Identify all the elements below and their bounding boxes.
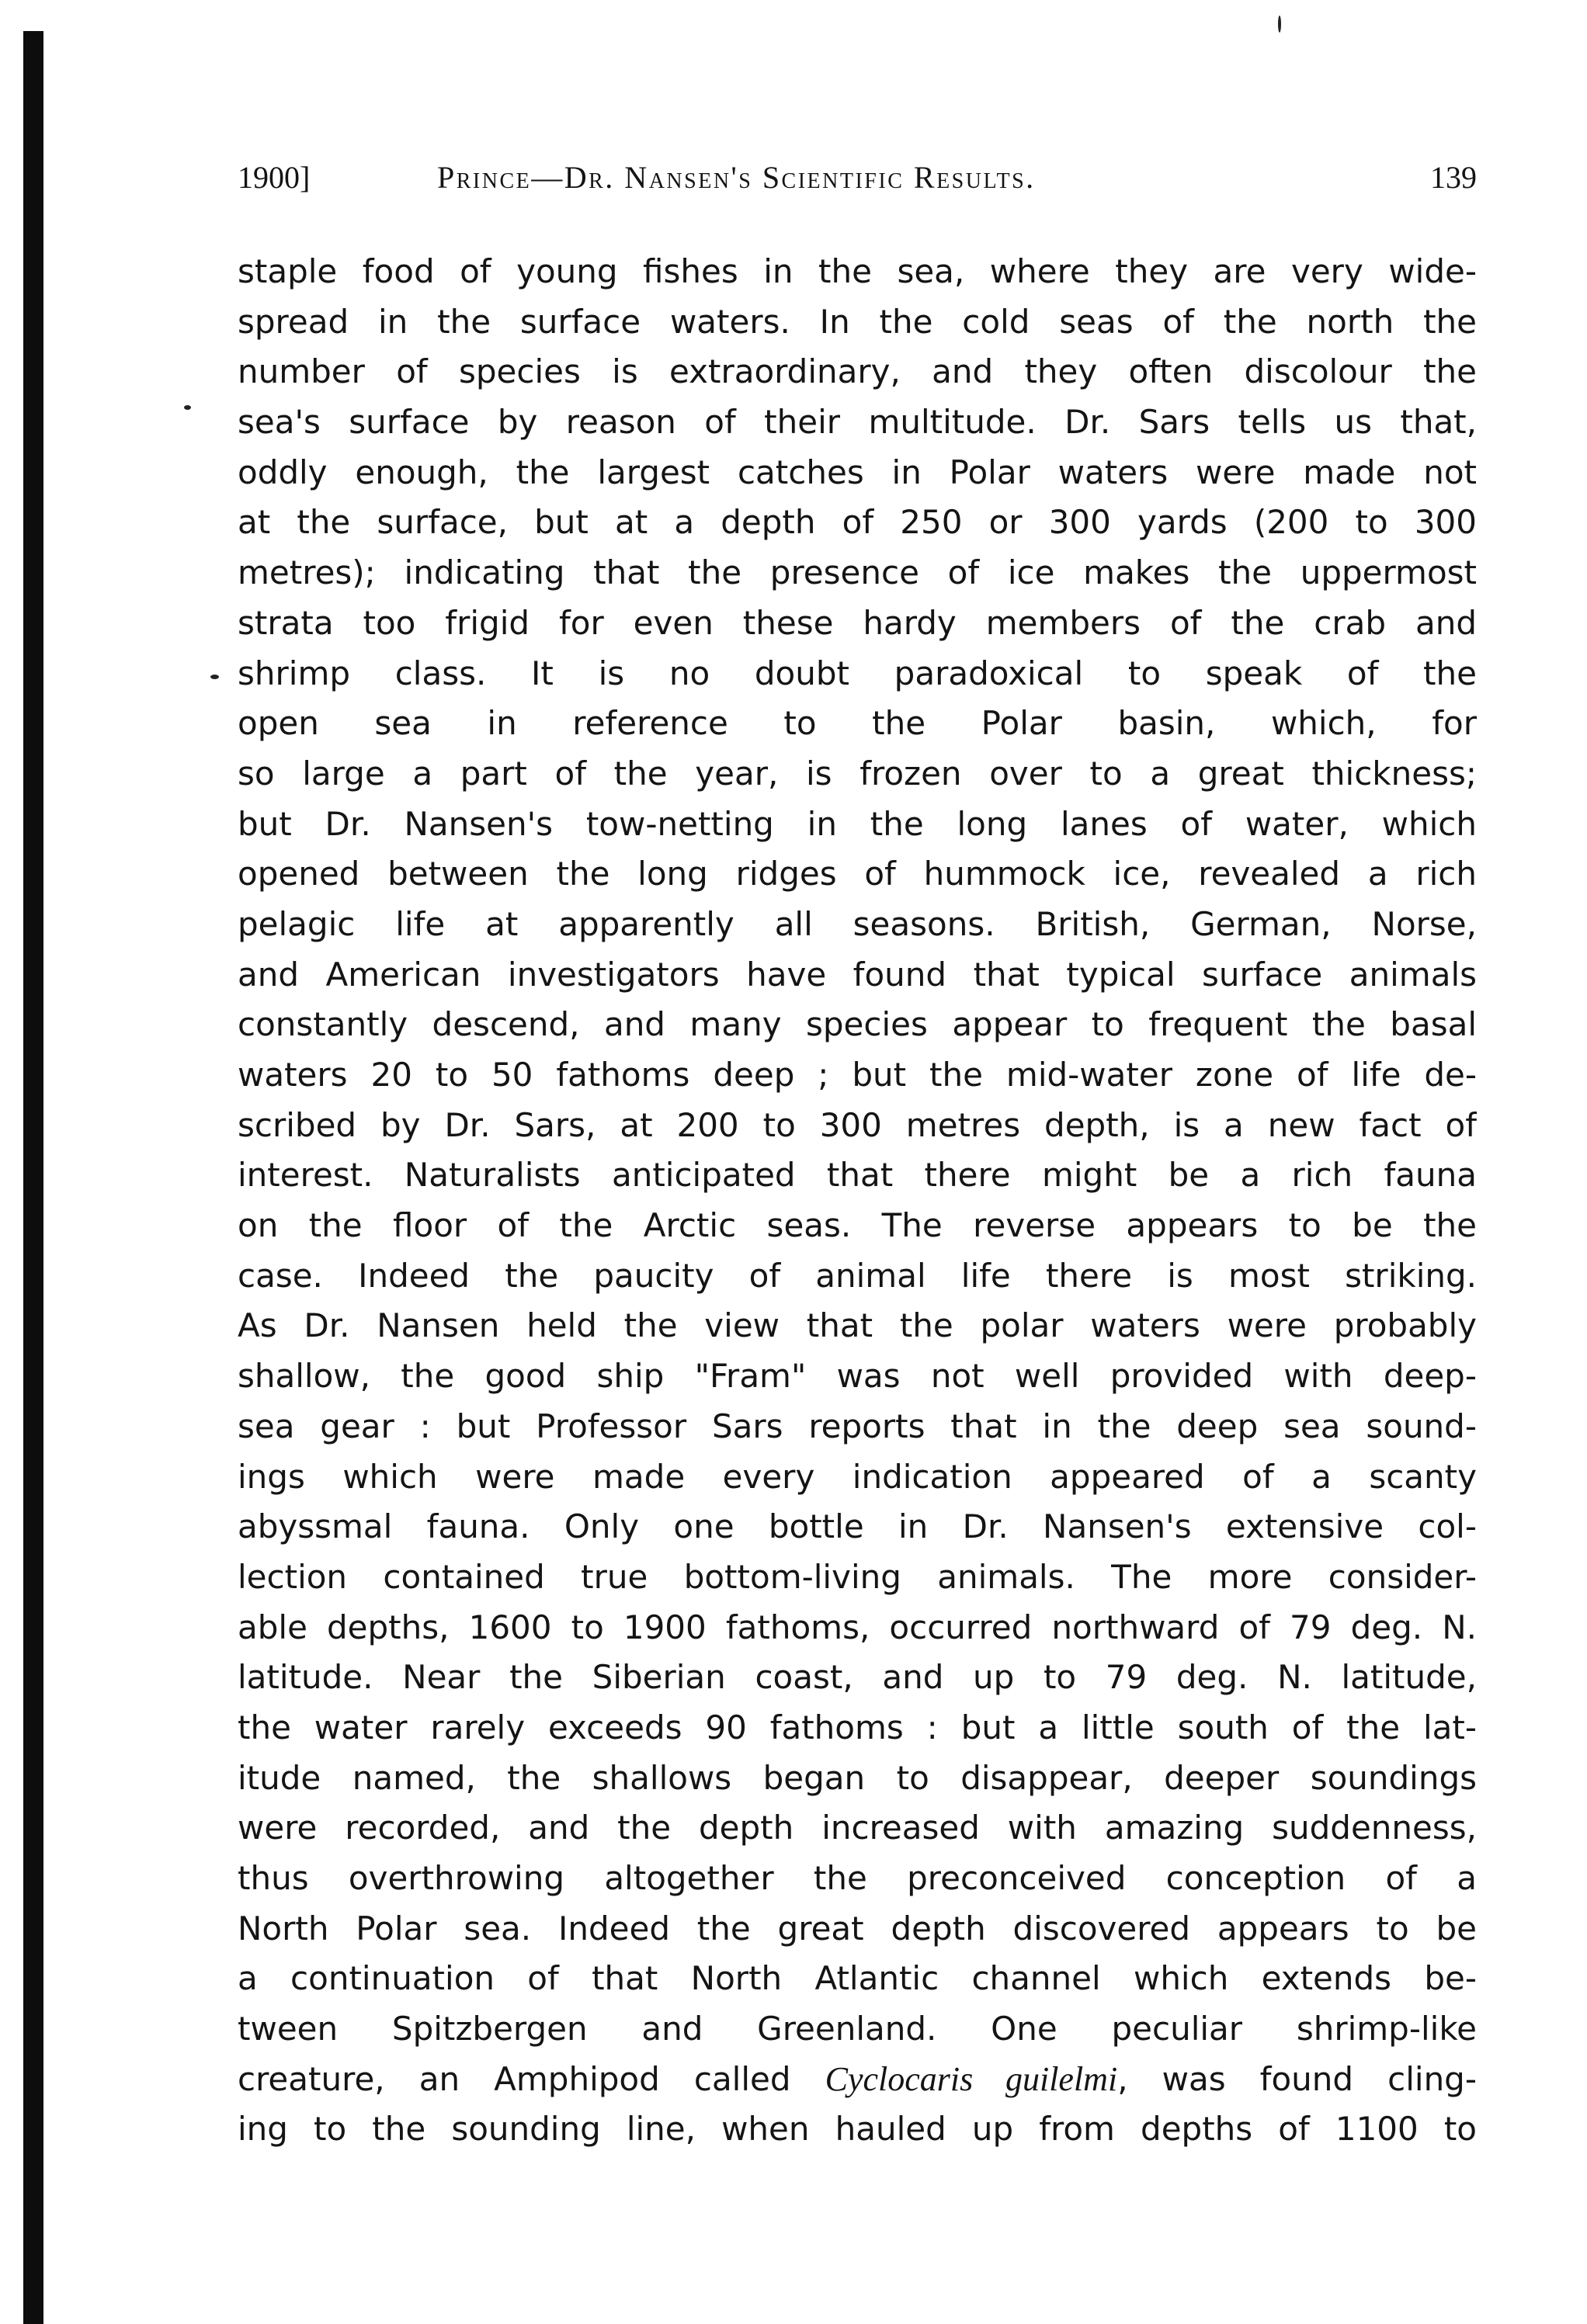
text-line: case. Indeed the paucity of animal life there is most striking. [238,1256,1477,1295]
text-line: spread in the surface waters. In the cold seas of the north the [238,302,1477,341]
page-number: 139 [1430,160,1477,195]
scan-speck [210,675,219,679]
text-line: number of species is extraordinary, and they often discolour the [238,352,1477,391]
text-line: sea's surface by reason of their multitude. Dr. Sars tells us that, [238,403,1477,442]
text-line: shallow, the good ship "Fram" was not well provided with deep- [238,1357,1477,1396]
running-header [238,159,1477,199]
text-line: waters 20 to 50 fathoms deep ; but the mid-water zone of life de- [238,1056,1477,1094]
scan-binding-edge [23,31,43,2324]
body-text [238,247,1477,2155]
text-line: on the floor of the Arctic seas. The reverse appears to be the [238,1206,1477,1245]
text-line: opened between the long ridges of hummock ice, revealed a rich [238,855,1477,893]
text-line: thus overthrowing altogether the preconceived conception of a [238,1859,1477,1897]
text-line: were recorded, and the depth increased with amazing suddenness, [238,1809,1477,1847]
text-line: staple food of young fishes in the sea, where they are very wide- [238,252,1477,290]
text-line: North Polar sea. Indeed the great depth discovered appears to be [238,1909,1477,1948]
text-line: sea gear : but Professor Sars reports that in the deep sea sound- [238,1407,1477,1445]
text-line: itude named, the shallows began to disappear, deeper soundings [238,1758,1477,1797]
text-line: at the surface, but at a depth of 250 or 300 yards (200 to 300 [238,503,1477,542]
text-line: interest. Naturalists anticipated that there might be a rich fauna [238,1156,1477,1195]
text-line: metres); indicating that the presence of ice makes the uppermost [238,553,1477,592]
text-line: the water rarely exceeds 90 fathoms : but a little south of the lat- [238,1708,1477,1746]
text-line: shrimp class. It is no doubt paradoxical to speak of the [238,654,1477,692]
text-line: able depths, 1600 to 1900 fathoms, occurred northward of 79 deg. N. [238,1608,1477,1646]
text-line: constantly descend, and many species appear to frequent the basal [238,1005,1477,1044]
line-text-before: creature, an Amphipod called [238,2059,825,2098]
line-text-after: , was found cling- [1117,2059,1477,2098]
species-name: Cyclocaris guilelmi [825,2059,1118,2098]
text-line: ing to the sounding line, when hauled up from depths of 1100 to [238,2110,1477,2149]
scan-speck [1278,16,1281,33]
text-line-species [238,2055,1477,2105]
text-line: abyssmal fauna. Only one bottle in Dr. Nansen's extensive col- [238,1507,1477,1546]
text-line: oddly enough, the largest catches in Polar waters were made not [238,453,1477,491]
text-line: open sea in reference to the Polar basin, which, for [238,704,1477,743]
text-line: tween Spitzbergen and Greenland. One peculiar shrimp-like [238,2010,1477,2048]
scan-speck [184,405,191,410]
text-line: scribed by Dr. Sars, at 200 to 300 metres depth, is a new fact of [238,1105,1477,1144]
text-line: ings which were made every indication appeared of a scanty [238,1457,1477,1496]
text-line: pelagic life at apparently all seasons. British, German, Norse, [238,904,1477,943]
text-line: lection contained true bottom-living animals. The more consider- [238,1557,1477,1596]
text-line: As Dr. Nansen held the view that the polar waters were probably [238,1306,1477,1345]
text-line: strata too frigid for even these hardy members of the crab and [238,603,1477,642]
text-line: so large a part of the year, is frozen over to a great thickness; [238,754,1477,793]
header-year: 1900] [238,160,311,195]
text-line: but Dr. Nansen's tow-netting in the long lanes of water, which [238,804,1477,843]
text-line: latitude. Near the Siberian coast, and up to 79 deg. N. latitude, [238,1658,1477,1697]
header-title: Prince—Dr. Nansen's Scientific Results. [437,160,1036,195]
text-line: a continuation of that North Atlantic channel which extends be- [238,1959,1477,1998]
text-line: and American investigators have found that typical surface animals [238,955,1477,994]
